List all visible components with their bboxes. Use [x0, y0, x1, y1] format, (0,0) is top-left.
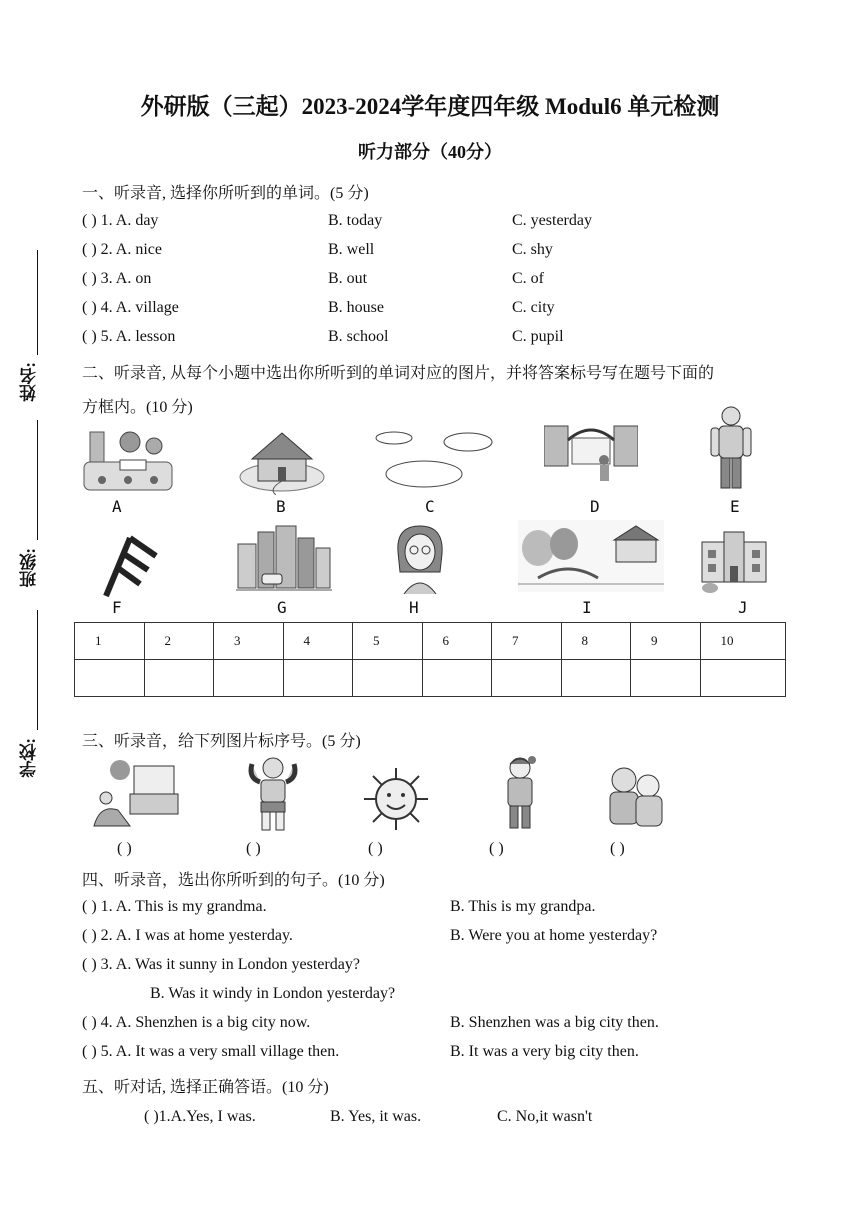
pic-label-a: A	[112, 497, 122, 516]
part3-answer-3[interactable]: ( )	[368, 840, 383, 857]
strong-boy-picture	[246, 754, 300, 832]
part1-item-4-c: C. city	[512, 299, 555, 316]
table-row	[75, 660, 786, 697]
answer-cell-1[interactable]	[75, 660, 145, 697]
table-number-cell: 8	[561, 623, 631, 660]
pic-label-f: F	[112, 598, 122, 617]
part3-answer-4[interactable]: ( )	[489, 840, 504, 857]
house-picture	[238, 425, 326, 495]
pic-label-g: G	[277, 598, 287, 617]
table-number-cell: 9	[631, 623, 701, 660]
part4-item-2-b: B. Were you at home yesterday?	[450, 927, 658, 944]
shy-girl-picture	[498, 754, 542, 830]
part3-answer-5[interactable]: ( )	[610, 840, 625, 857]
part1-item-4-a: ( ) 4. A. village	[82, 299, 179, 316]
answer-cell-4[interactable]	[283, 660, 353, 697]
part1-heading: 一、听录音, 选择你所听到的单词。(5 分)	[82, 185, 369, 202]
table-number-cell: 4	[283, 623, 353, 660]
table-row	[75, 623, 786, 660]
part4-item-1-a: ( ) 1. A. This is my grandma.	[82, 898, 267, 915]
table-number-cell: 3	[214, 623, 284, 660]
part1-item-1-b: B. today	[328, 212, 383, 229]
part4-item-1-b: B. This is my grandpa.	[450, 898, 596, 915]
part4-item-5-b: B. It was a very big city then.	[450, 1043, 639, 1060]
part1-item-3-c: C. of	[512, 270, 544, 287]
school-gate-picture	[544, 420, 638, 490]
table-number-cell: 2	[144, 623, 214, 660]
table-number-cell: 6	[422, 623, 492, 660]
part1-item-2-c: C. shy	[512, 241, 553, 258]
pic-label-e: E	[730, 497, 740, 516]
answer-cell-5[interactable]	[353, 660, 423, 697]
side-label-class: 班级:	[20, 548, 39, 588]
school-line	[37, 610, 38, 730]
answer-cell-8[interactable]	[561, 660, 631, 697]
class-line	[37, 420, 38, 540]
part1-item-3-b: B. out	[328, 270, 368, 287]
part4-item-3-a: ( ) 3. A. Was it sunny in London yesterday?	[82, 956, 360, 973]
watching-tv-picture	[90, 758, 182, 828]
answer-cell-9[interactable]	[631, 660, 701, 697]
pic-label-d: D	[590, 497, 600, 516]
girl-picture	[390, 522, 448, 594]
clouds-picture	[372, 428, 496, 490]
pic-label-i: I	[582, 598, 592, 617]
answer-cell-7[interactable]	[492, 660, 562, 697]
table-number-cell: 5	[353, 623, 423, 660]
part5-item-1-b: B. Yes, it was.	[330, 1108, 422, 1125]
table-number-cell: 1	[75, 623, 145, 660]
part4-item-2-a: ( ) 2. A. I was at home yesterday.	[82, 927, 293, 944]
answer-cell-2[interactable]	[144, 660, 214, 697]
part1-item-2-b: B. well	[328, 241, 375, 258]
answer-cell-3[interactable]	[214, 660, 284, 697]
part4-item-4-b: B. Shenzhen was a big city then.	[450, 1014, 659, 1031]
village-picture	[518, 520, 664, 592]
part4-item-3-b: B. Was it windy in London yesterday?	[150, 985, 396, 1002]
grandparents-picture	[604, 764, 668, 830]
page-title: 外研版（三起）2023-2024学年度四年级 Modul6 单元检测	[140, 94, 720, 119]
school-building-picture	[698, 526, 770, 596]
pic-label-b: B	[276, 497, 286, 516]
table-number-cell: 10	[700, 623, 786, 660]
letter-f-shape-picture	[100, 532, 160, 598]
part4-heading: 四、听录音，选出你所听到的句子。(10 分)	[82, 872, 385, 889]
part1-item-3-a: ( ) 3. A. on	[82, 270, 152, 287]
part3-answer-2[interactable]: ( )	[246, 840, 261, 857]
side-label-name: 姓名:	[20, 362, 39, 402]
part3-heading: 三、听录音，给下列图片标序号。(5 分)	[82, 733, 361, 750]
part2-heading-line1: 二、听录音, 从每个小题中选出你所听到的单词对应的图片，并将答案标号写在题号下面的	[82, 365, 715, 382]
part1-item-1-c: C. yesterday	[512, 212, 592, 229]
name-line	[37, 250, 38, 355]
part3-answer-1[interactable]: ( )	[117, 840, 132, 857]
man-picture	[706, 404, 756, 490]
part5-item-1-a: ( )1.A.Yes, I was.	[144, 1108, 256, 1125]
part1-item-5-b: B. school	[328, 328, 389, 345]
answer-table	[74, 622, 786, 697]
side-label-school: 学校:	[20, 738, 39, 778]
park-picture	[82, 422, 174, 494]
pic-label-j: J	[738, 598, 748, 617]
part5-heading: 五、听对话, 选择正确答语。(10 分)	[82, 1079, 329, 1096]
table-number-cell: 7	[492, 623, 562, 660]
part2-heading-line2: 方框内。(10 分)	[82, 399, 193, 416]
part4-item-5-a: ( ) 5. A. It was a very small village then.	[82, 1043, 340, 1060]
part5-item-1-c: C. No,it wasn't	[497, 1108, 593, 1125]
page-subtitle: 听力部分（40分）	[358, 142, 502, 162]
pic-label-c: C	[425, 497, 435, 516]
city-buildings-picture	[236, 524, 332, 594]
sun-picture	[362, 766, 430, 832]
pic-label-h: H	[409, 598, 419, 617]
part1-item-4-b: B. house	[328, 299, 384, 316]
part1-item-5-c: C. pupil	[512, 328, 564, 345]
part1-item-5-a: ( ) 5. A. lesson	[82, 328, 176, 345]
part1-item-2-a: ( ) 2. A. nice	[82, 241, 162, 258]
answer-cell-6[interactable]	[422, 660, 492, 697]
part4-item-4-a: ( ) 4. A. Shenzhen is a big city now.	[82, 1014, 311, 1031]
part1-item-1-a: ( ) 1. A. day	[82, 212, 159, 229]
answer-cell-10[interactable]	[700, 660, 786, 697]
